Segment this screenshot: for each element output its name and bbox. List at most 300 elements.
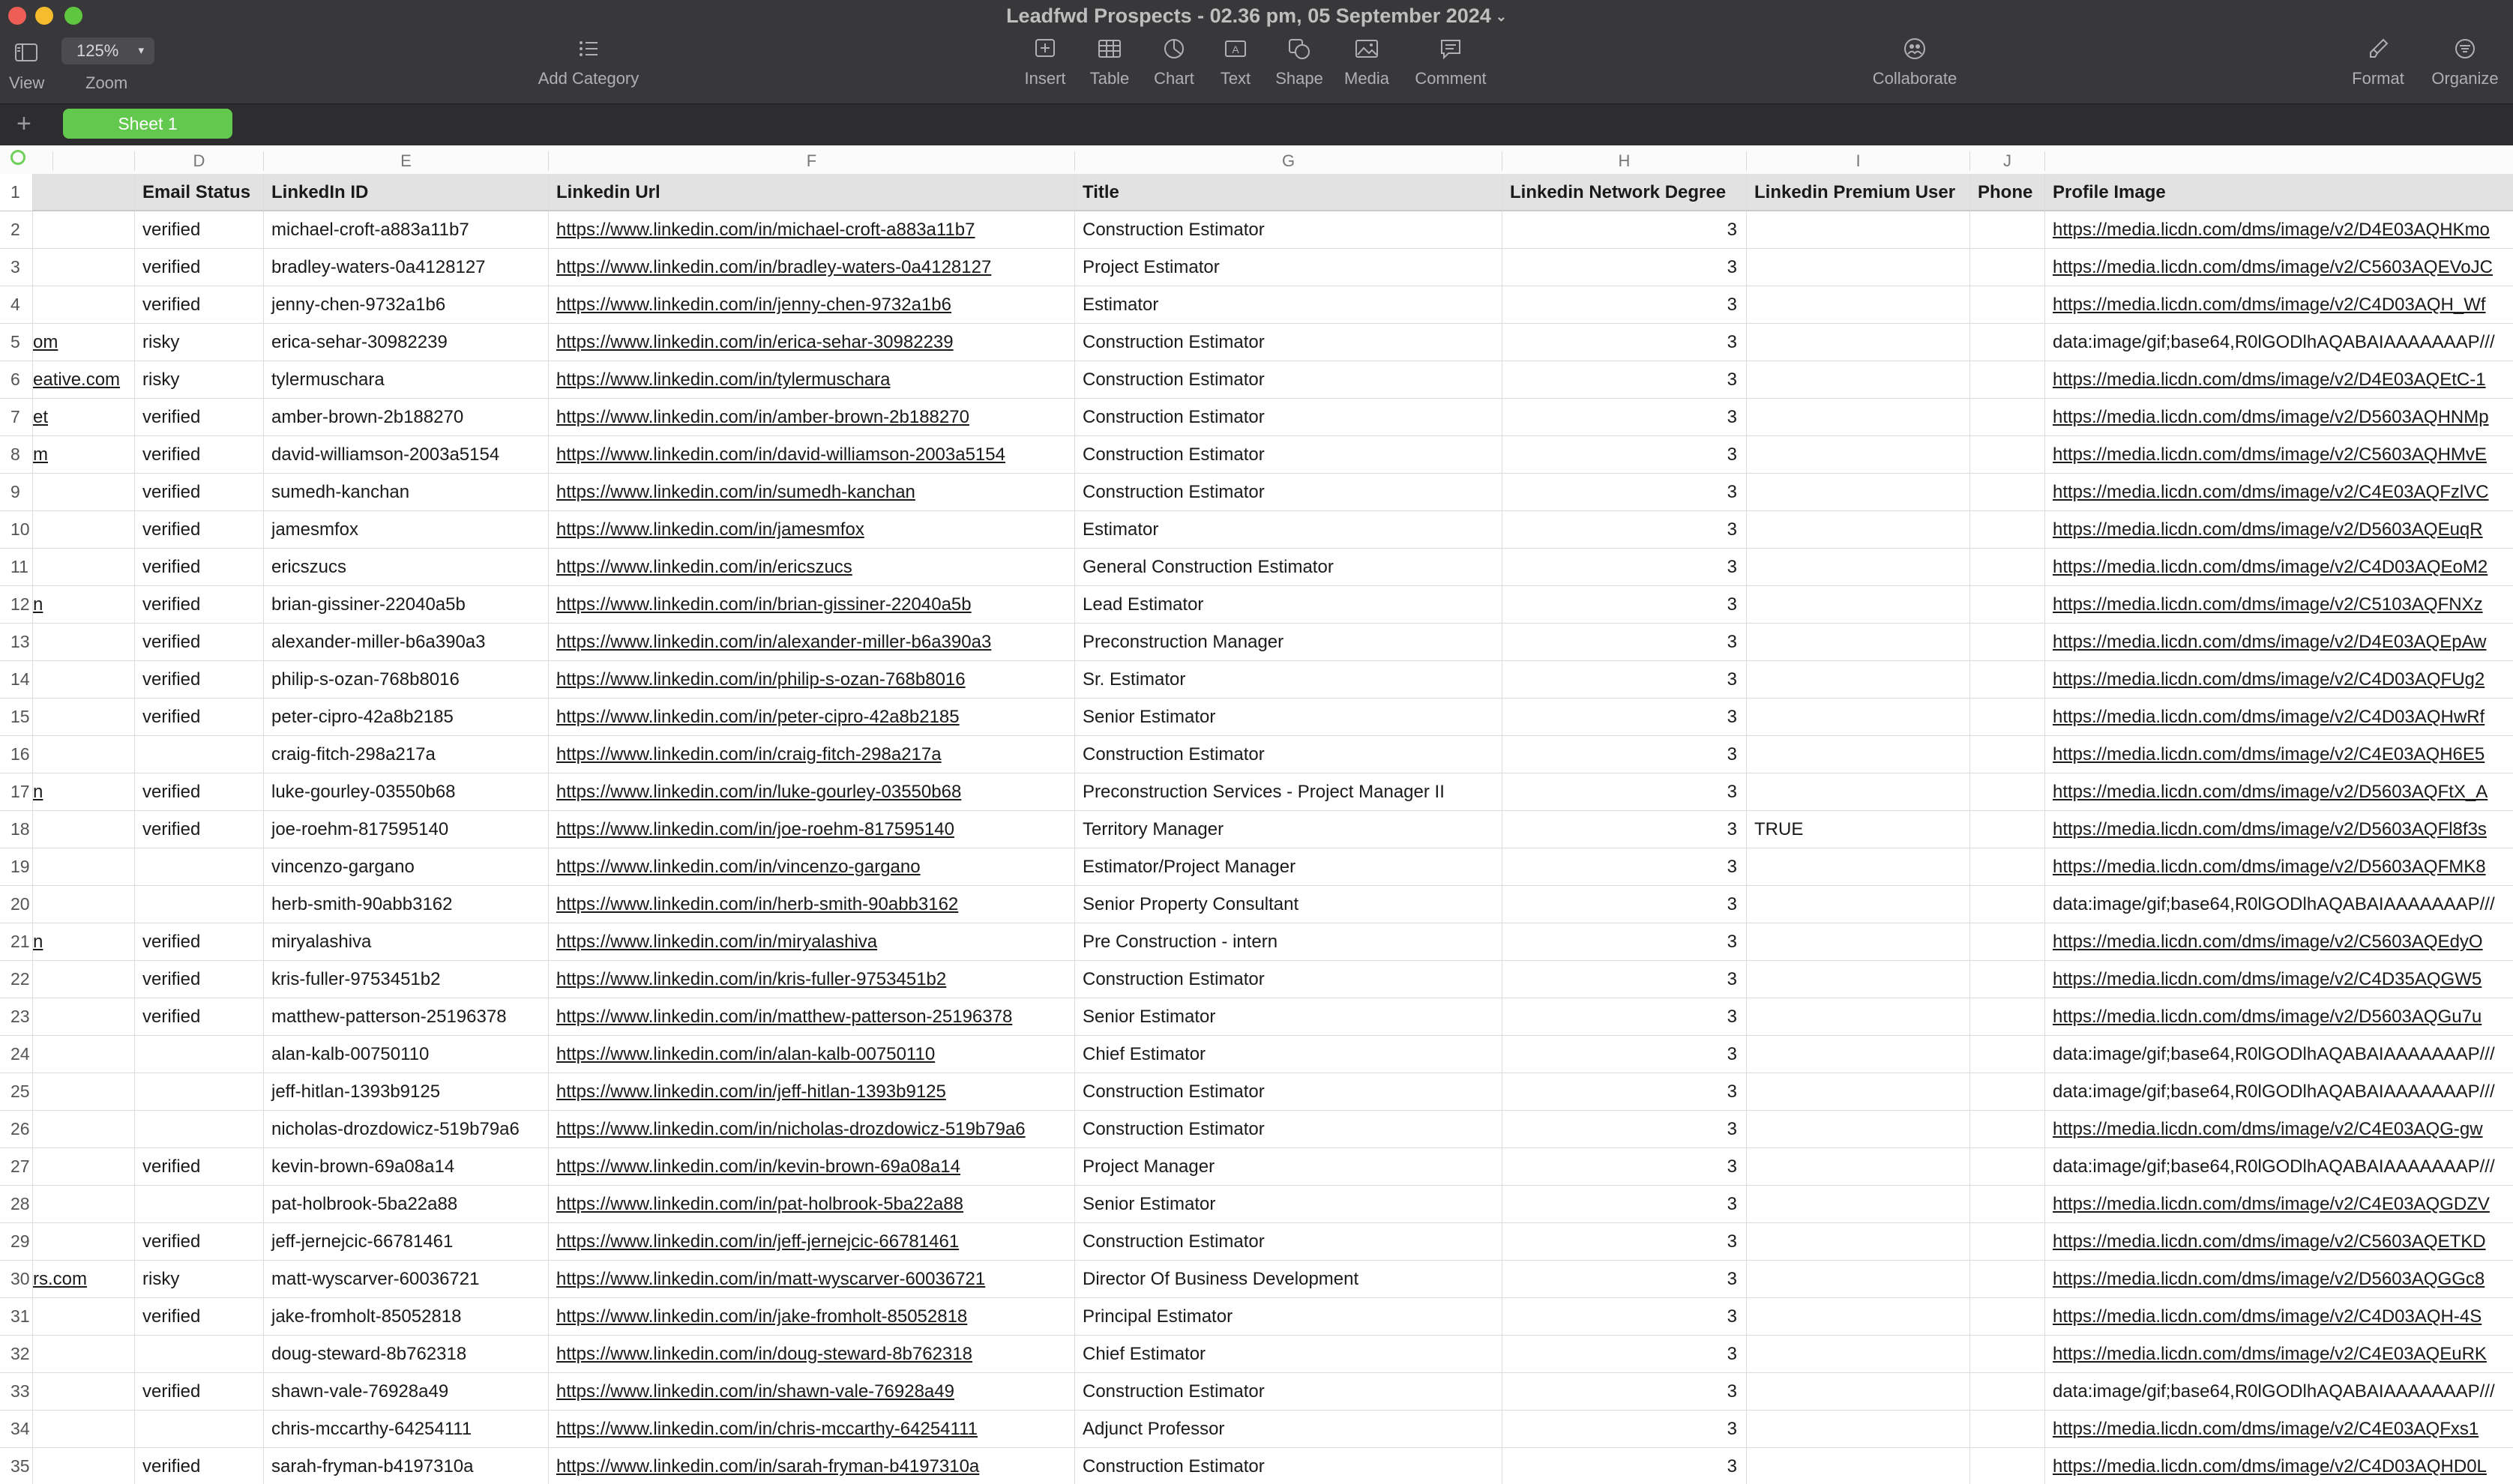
cell-email-status[interactable]: risky <box>135 1261 264 1297</box>
cell-email-fragment[interactable]: rs.com <box>33 1261 135 1297</box>
cell-email-status[interactable]: verified <box>135 923 264 960</box>
cell-title[interactable]: Lead Estimator <box>1075 586 1502 623</box>
cell-email-status[interactable]: verified <box>135 811 264 848</box>
cell-phone[interactable] <box>1970 923 2045 960</box>
cell-title[interactable]: General Construction Estimator <box>1075 549 1502 585</box>
cell-network-degree[interactable]: 3 <box>1502 736 1747 773</box>
cell-network-degree[interactable]: 3 <box>1502 1111 1747 1147</box>
cell-email-status[interactable]: verified <box>135 1448 264 1484</box>
cell-profile-image[interactable]: https://media.licdn.com/dms/image/v2/D5603AQGu7u <box>2053 1007 2482 1027</box>
cell-linkedin-id[interactable]: matt-wyscarver-60036721 <box>264 1261 549 1297</box>
cell-linkedin-url[interactable]: https://www.linkedin.com/in/matthew-patterson-25196378 <box>549 998 1075 1035</box>
cell-email-status[interactable]: verified <box>135 1223 264 1260</box>
format-button[interactable] <box>2347 37 2410 88</box>
cell-email-status[interactable]: verified <box>135 1298 264 1335</box>
cell-profile-image[interactable]: https://media.licdn.com/dms/image/v2/D5603AQFMK8 <box>2053 857 2486 877</box>
cell-email-status[interactable]: verified <box>135 624 264 660</box>
cell-email-status[interactable]: verified <box>135 998 264 1035</box>
cell-linkedin-id[interactable]: brian-gissiner-22040a5b <box>264 586 549 623</box>
cell-email-fragment[interactable] <box>33 1073 135 1110</box>
cell-profile-image[interactable]: https://media.licdn.com/dms/image/v2/D4E03AQEtC-1 <box>2053 370 2486 390</box>
cell-title[interactable]: Estimator <box>1075 286 1502 323</box>
cell-title[interactable]: Estimator <box>1075 511 1502 548</box>
cell-linkedin-url[interactable]: https://www.linkedin.com/in/philip-s-ozan-768b8016 <box>549 661 1075 698</box>
cell-profile-image[interactable]: https://media.licdn.com/dms/image/v2/C4E03AQH6E5 <box>2053 744 2485 764</box>
header-cell-linkedin-id[interactable]: LinkedIn ID <box>264 174 549 211</box>
cell-linkedin-id[interactable]: peter-cipro-42a8b2185 <box>264 699 549 735</box>
cell-title[interactable]: Construction Estimator <box>1075 1448 1502 1484</box>
cell-premium-user[interactable] <box>1747 736 1970 773</box>
row-number[interactable]: 35 <box>0 1448 33 1484</box>
cell-linkedin-url[interactable]: https://www.linkedin.com/in/sumedh-kanchan <box>549 474 1075 510</box>
cell-linkedin-id[interactable]: nicholas-drozdowicz-519b79a6 <box>264 1111 549 1147</box>
insert-button[interactable] <box>1018 37 1072 88</box>
cell-email-fragment[interactable] <box>33 624 135 660</box>
column-header-g[interactable]: G <box>1075 151 1502 171</box>
cell-profile-image[interactable]: https://media.licdn.com/dms/image/v2/C4D03AQH-4S <box>2053 1306 2482 1327</box>
row-number[interactable]: 3 <box>0 249 33 286</box>
cell-premium-user[interactable] <box>1747 848 1970 885</box>
cell-premium-user[interactable] <box>1747 324 1970 361</box>
cell-phone[interactable] <box>1970 399 2045 435</box>
cell-premium-user[interactable] <box>1747 1223 1970 1260</box>
cell-phone[interactable] <box>1970 436 2045 473</box>
cell-premium-user[interactable] <box>1747 361 1970 398</box>
row-number[interactable]: 24 <box>0 1036 33 1073</box>
cell-email-fragment[interactable] <box>33 286 135 323</box>
cell-profile-image[interactable]: https://media.licdn.com/dms/image/v2/C4D35AQGW5 <box>2053 969 2482 989</box>
cell-profile-image[interactable]: data:image/gif;base64,R0lGODlhAQABAIAAAAAAAP/// <box>2053 1044 2495 1064</box>
cell-linkedin-id[interactable]: bradley-waters-0a4128127 <box>264 249 549 286</box>
cell-email-fragment[interactable] <box>33 1336 135 1372</box>
cell-title[interactable]: Preconstruction Services - Project Manager II <box>1075 773 1502 810</box>
row-number[interactable]: 14 <box>0 661 33 698</box>
cell-linkedin-url[interactable]: https://www.linkedin.com/in/nicholas-drozdowicz-519b79a6 <box>549 1111 1075 1147</box>
cell-premium-user[interactable] <box>1747 699 1970 735</box>
cell-email-fragment[interactable] <box>33 848 135 885</box>
cell-email-fragment[interactable] <box>33 1298 135 1335</box>
row-number[interactable]: 10 <box>0 511 33 548</box>
cell-network-degree[interactable]: 3 <box>1502 1298 1747 1335</box>
cell-network-degree[interactable]: 3 <box>1502 773 1747 810</box>
cell-email-status[interactable]: verified <box>135 586 264 623</box>
cell-phone[interactable] <box>1970 736 2045 773</box>
cell-linkedin-url[interactable]: https://www.linkedin.com/in/brian-gissiner-22040a5b <box>549 586 1075 623</box>
cell-email-fragment[interactable] <box>33 736 135 773</box>
cell-phone[interactable] <box>1970 998 2045 1035</box>
cell-network-degree[interactable]: 3 <box>1502 249 1747 286</box>
cell-premium-user[interactable] <box>1747 1373 1970 1410</box>
cell-linkedin-id[interactable]: tylermuschara <box>264 361 549 398</box>
cell-email-status[interactable]: verified <box>135 399 264 435</box>
cell-linkedin-id[interactable]: craig-fitch-298a217a <box>264 736 549 773</box>
cell-premium-user[interactable] <box>1747 661 1970 698</box>
cell-phone[interactable] <box>1970 361 2045 398</box>
cell-profile-image[interactable]: https://media.licdn.com/dms/image/v2/C5603AQEVoJC <box>2053 257 2493 277</box>
cell-linkedin-url[interactable]: https://www.linkedin.com/in/jeff-jernejcic-66781461 <box>549 1223 1075 1260</box>
cell-email-fragment[interactable] <box>33 1223 135 1260</box>
cell-network-degree[interactable]: 3 <box>1502 661 1747 698</box>
row-number[interactable]: 31 <box>0 1298 33 1335</box>
cell-email-status[interactable] <box>135 886 264 923</box>
cell-premium-user[interactable] <box>1747 474 1970 510</box>
row-number[interactable]: 9 <box>0 474 33 510</box>
cell-email-fragment[interactable] <box>33 699 135 735</box>
cell-email-status[interactable]: verified <box>135 436 264 473</box>
cell-premium-user[interactable] <box>1747 1111 1970 1147</box>
cell-linkedin-url[interactable]: https://www.linkedin.com/in/miryalashiva <box>549 923 1075 960</box>
cell-title[interactable]: Construction Estimator <box>1075 961 1502 998</box>
column-header-d[interactable]: D <box>135 151 264 171</box>
cell-profile-image[interactable]: data:image/gif;base64,R0lGODlhAQABAIAAAAAAAP/// <box>2053 332 2495 352</box>
cell-linkedin-id[interactable]: alan-kalb-00750110 <box>264 1036 549 1073</box>
cell-linkedin-id[interactable]: jamesmfox <box>264 511 549 548</box>
column-header-c[interactable] <box>52 151 135 171</box>
cell-title[interactable]: Director Of Business Development <box>1075 1261 1502 1297</box>
row-number[interactable]: 18 <box>0 811 33 848</box>
cell-network-degree[interactable]: 3 <box>1502 1073 1747 1110</box>
cell-title[interactable]: Construction Estimator <box>1075 361 1502 398</box>
cell-email-fragment[interactable] <box>33 811 135 848</box>
cell-email-status[interactable]: verified <box>135 661 264 698</box>
cell-email-fragment[interactable] <box>33 1411 135 1447</box>
cell-phone[interactable] <box>1970 1336 2045 1372</box>
cell-network-degree[interactable]: 3 <box>1502 1261 1747 1297</box>
cell-linkedin-id[interactable]: pat-holbrook-5ba22a88 <box>264 1186 549 1222</box>
cell-profile-image[interactable]: https://media.licdn.com/dms/image/v2/C5603AQHMvE <box>2053 444 2487 465</box>
cell-title[interactable]: Construction Estimator <box>1075 1373 1502 1410</box>
cell-email-status[interactable]: verified <box>135 549 264 585</box>
cell-linkedin-id[interactable]: jake-fromholt-85052818 <box>264 1298 549 1335</box>
cell-email-fragment[interactable] <box>33 1448 135 1484</box>
cell-linkedin-id[interactable]: vincenzo-gargano <box>264 848 549 885</box>
cell-email-fragment[interactable] <box>33 1036 135 1073</box>
row-number[interactable]: 8 <box>0 436 33 473</box>
cell-email-status[interactable] <box>135 1411 264 1447</box>
cell-email-status[interactable] <box>135 1073 264 1110</box>
row-number[interactable]: 25 <box>0 1073 33 1110</box>
cell-phone[interactable] <box>1970 474 2045 510</box>
cell-linkedin-url[interactable]: https://www.linkedin.com/in/amber-brown-2b188270 <box>549 399 1075 435</box>
cell-email-status[interactable]: verified <box>135 1148 264 1185</box>
cell-profile-image[interactable]: https://media.licdn.com/dms/image/v2/D5603AQHNMp <box>2053 407 2489 427</box>
cell-linkedin-url[interactable]: https://www.linkedin.com/in/jamesmfox <box>549 511 1075 548</box>
cell-premium-user[interactable]: TRUE <box>1747 811 1970 848</box>
cell-profile-image[interactable]: data:image/gif;base64,R0lGODlhAQABAIAAAAAAAP/// <box>2053 894 2495 914</box>
zoom-select[interactable] <box>61 37 154 64</box>
row-number[interactable]: 20 <box>0 886 33 923</box>
cell-network-degree[interactable]: 3 <box>1502 586 1747 623</box>
cell-linkedin-id[interactable]: ericszucs <box>264 549 549 585</box>
cell-email-fragment[interactable] <box>33 961 135 998</box>
row-number[interactable]: 12 <box>0 586 33 623</box>
media-button[interactable] <box>1337 37 1396 88</box>
row-number[interactable]: 11 <box>0 549 33 585</box>
cell-phone[interactable] <box>1970 661 2045 698</box>
cell-title[interactable]: Chief Estimator <box>1075 1336 1502 1372</box>
cell-phone[interactable] <box>1970 549 2045 585</box>
column-header-f[interactable]: F <box>549 151 1075 171</box>
cell-linkedin-url[interactable]: https://www.linkedin.com/in/matt-wyscarver-60036721 <box>549 1261 1075 1297</box>
header-cell-profile-image[interactable]: Profile Image <box>2053 182 2166 202</box>
cell-title[interactable]: Territory Manager <box>1075 811 1502 848</box>
cell-linkedin-url[interactable]: https://www.linkedin.com/in/sarah-fryman-b4197310a <box>549 1448 1075 1484</box>
cell-premium-user[interactable] <box>1747 1148 1970 1185</box>
cell-linkedin-url[interactable]: https://www.linkedin.com/in/bradley-waters-0a4128127 <box>549 249 1075 286</box>
row-number[interactable]: 2 <box>0 211 33 248</box>
cell-premium-user[interactable] <box>1747 511 1970 548</box>
cell-profile-image[interactable]: https://media.licdn.com/dms/image/v2/D4E03AQEpAw <box>2053 632 2487 652</box>
cell-network-degree[interactable]: 3 <box>1502 324 1747 361</box>
cell-email-fragment[interactable]: m <box>33 436 135 473</box>
cell-premium-user[interactable] <box>1747 1073 1970 1110</box>
row-number[interactable]: 21 <box>0 923 33 960</box>
cell-premium-user[interactable] <box>1747 211 1970 248</box>
text-button[interactable] <box>1209 37 1262 88</box>
cell-phone[interactable] <box>1970 811 2045 848</box>
cell-network-degree[interactable]: 3 <box>1502 1036 1747 1073</box>
cell-email-status[interactable]: verified <box>135 961 264 998</box>
cell-profile-image[interactable]: https://media.licdn.com/dms/image/v2/C4E03AQEuRK <box>2053 1344 2487 1364</box>
header-cell-email-status[interactable]: Email Status <box>135 174 264 211</box>
cell-title[interactable]: Chief Estimator <box>1075 1036 1502 1073</box>
cell-linkedin-url[interactable]: https://www.linkedin.com/in/peter-cipro-42a8b2185 <box>549 699 1075 735</box>
add-sheet-button[interactable]: + <box>16 109 31 138</box>
row-number[interactable]: 16 <box>0 736 33 773</box>
cell-premium-user[interactable] <box>1747 399 1970 435</box>
cell-network-degree[interactable]: 3 <box>1502 848 1747 885</box>
cell-phone[interactable] <box>1970 1448 2045 1484</box>
cell-profile-image[interactable]: https://media.licdn.com/dms/image/v2/C4E03AQFzlVC <box>2053 482 2489 502</box>
cell-premium-user[interactable] <box>1747 549 1970 585</box>
cell-phone[interactable] <box>1970 286 2045 323</box>
cell-profile-image[interactable]: https://media.licdn.com/dms/image/v2/D5603AQEuqR <box>2053 519 2483 540</box>
cell-linkedin-id[interactable]: joe-roehm-817595140 <box>264 811 549 848</box>
cell-email-fragment[interactable] <box>33 1111 135 1147</box>
cell-profile-image[interactable]: https://media.licdn.com/dms/image/v2/C5603AQETKD <box>2053 1231 2486 1252</box>
cell-linkedin-url[interactable]: https://www.linkedin.com/in/vincenzo-gargano <box>549 848 1075 885</box>
cell-linkedin-id[interactable]: jeff-jernejcic-66781461 <box>264 1223 549 1260</box>
cell-email-fragment[interactable] <box>33 886 135 923</box>
cell-email-status[interactable]: verified <box>135 699 264 735</box>
cell-linkedin-url[interactable]: https://www.linkedin.com/in/tylermuschara <box>549 361 1075 398</box>
cell-premium-user[interactable] <box>1747 773 1970 810</box>
row-number[interactable]: 5 <box>0 324 33 361</box>
cell-linkedin-id[interactable]: luke-gourley-03550b68 <box>264 773 549 810</box>
cell-title[interactable]: Senior Estimator <box>1075 998 1502 1035</box>
cell-network-degree[interactable]: 3 <box>1502 1373 1747 1410</box>
cell-premium-user[interactable] <box>1747 1411 1970 1447</box>
cell-profile-image[interactable]: https://media.licdn.com/dms/image/v2/C5603AQEdyO <box>2053 932 2483 952</box>
cell-premium-user[interactable] <box>1747 998 1970 1035</box>
cell-linkedin-url[interactable]: https://www.linkedin.com/in/kevin-brown-69a08a14 <box>549 1148 1075 1185</box>
cell-title[interactable]: Construction Estimator <box>1075 324 1502 361</box>
cell-profile-image[interactable]: https://media.licdn.com/dms/image/v2/C4D03AQFUg2 <box>2053 669 2485 690</box>
header-cell-network-degree[interactable]: Linkedin Network Degree <box>1502 174 1747 211</box>
cell-phone[interactable] <box>1970 1148 2045 1185</box>
cell-phone[interactable] <box>1970 249 2045 286</box>
row-number[interactable]: 28 <box>0 1186 33 1222</box>
cell-phone[interactable] <box>1970 1373 2045 1410</box>
column-header-h[interactable]: H <box>1502 151 1747 171</box>
row-number[interactable]: 15 <box>0 699 33 735</box>
row-number[interactable]: 13 <box>0 624 33 660</box>
cell-email-status[interactable]: verified <box>135 249 264 286</box>
cell-profile-image[interactable]: data:image/gif;base64,R0lGODlhAQABAIAAAAAAAP/// <box>2053 1381 2495 1402</box>
cell-network-degree[interactable]: 3 <box>1502 961 1747 998</box>
cell-title[interactable]: Construction Estimator <box>1075 736 1502 773</box>
cell-linkedin-url[interactable]: https://www.linkedin.com/in/alexander-miller-b6a390a3 <box>549 624 1075 660</box>
header-cell-linkedin-url[interactable]: Linkedin Url <box>549 174 1075 211</box>
cell-title[interactable]: Construction Estimator <box>1075 474 1502 510</box>
cell-network-degree[interactable]: 3 <box>1502 211 1747 248</box>
cell-premium-user[interactable] <box>1747 586 1970 623</box>
row-number[interactable]: 33 <box>0 1373 33 1410</box>
cell-network-degree[interactable]: 3 <box>1502 511 1747 548</box>
cell-email-status[interactable] <box>135 848 264 885</box>
cell-linkedin-url[interactable]: https://www.linkedin.com/in/kris-fuller-9753451b2 <box>549 961 1075 998</box>
cell-linkedin-id[interactable]: sumedh-kanchan <box>264 474 549 510</box>
cell-email-fragment[interactable] <box>33 474 135 510</box>
cell-email-fragment[interactable] <box>33 998 135 1035</box>
cell-linkedin-id[interactable]: kevin-brown-69a08a14 <box>264 1148 549 1185</box>
cell-profile-image[interactable]: https://media.licdn.com/dms/image/v2/C4D03AQH_Wf <box>2053 295 2486 315</box>
cell-title[interactable]: Adjunct Professor <box>1075 1411 1502 1447</box>
column-header-e[interactable]: E <box>264 151 549 171</box>
cell-linkedin-id[interactable]: jenny-chen-9732a1b6 <box>264 286 549 323</box>
row-number[interactable]: 7 <box>0 399 33 435</box>
cell-profile-image[interactable]: https://media.licdn.com/dms/image/v2/D5603AQFtX_A <box>2053 782 2488 802</box>
column-header-k[interactable] <box>2045 151 2513 171</box>
chart-button[interactable] <box>1147 37 1201 88</box>
table-button[interactable] <box>1083 37 1137 88</box>
cell-title[interactable]: Preconstruction Manager <box>1075 624 1502 660</box>
cell-email-fragment[interactable] <box>33 1186 135 1222</box>
cell-premium-user[interactable] <box>1747 1261 1970 1297</box>
cell-premium-user[interactable] <box>1747 624 1970 660</box>
cell-email-status[interactable]: verified <box>135 211 264 248</box>
cell-title[interactable]: Senior Estimator <box>1075 1186 1502 1222</box>
cell-profile-image[interactable]: data:image/gif;base64,R0lGODlhAQABAIAAAAAAAP/// <box>2053 1156 2495 1177</box>
cell-linkedin-id[interactable]: david-williamson-2003a5154 <box>264 436 549 473</box>
shape-button[interactable] <box>1270 37 1328 88</box>
row-number[interactable]: 22 <box>0 961 33 998</box>
cell-phone[interactable] <box>1970 1411 2045 1447</box>
cell-phone[interactable] <box>1970 1073 2045 1110</box>
cell-network-degree[interactable]: 3 <box>1502 1186 1747 1222</box>
row-number[interactable]: 6 <box>0 361 33 398</box>
cell-email-fragment[interactable]: n <box>33 923 135 960</box>
cell-title[interactable]: Construction Estimator <box>1075 211 1502 248</box>
cell-linkedin-url[interactable]: https://www.linkedin.com/in/luke-gourley-03550b68 <box>549 773 1075 810</box>
cell-profile-image[interactable]: data:image/gif;base64,R0lGODlhAQABAIAAAAAAAP/// <box>2053 1082 2495 1102</box>
cell-email-status[interactable] <box>135 1336 264 1372</box>
cell-linkedin-url[interactable]: https://www.linkedin.com/in/craig-fitch-298a217a <box>549 736 1075 773</box>
cell-premium-user[interactable] <box>1747 1336 1970 1372</box>
collaborate-button[interactable] <box>1864 37 1966 88</box>
cell-linkedin-url[interactable]: https://www.linkedin.com/in/jeff-hitlan-1393b9125 <box>549 1073 1075 1110</box>
cell-network-degree[interactable]: 3 <box>1502 474 1747 510</box>
cell-network-degree[interactable]: 3 <box>1502 811 1747 848</box>
organize-button[interactable] <box>2426 37 2504 88</box>
cell-profile-image[interactable]: https://media.licdn.com/dms/image/v2/C4E03AQG-gw <box>2053 1119 2483 1139</box>
cell-phone[interactable] <box>1970 1111 2045 1147</box>
cell-linkedin-id[interactable]: chris-mccarthy-64254111 <box>264 1411 549 1447</box>
cell-phone[interactable] <box>1970 699 2045 735</box>
cell-premium-user[interactable] <box>1747 1298 1970 1335</box>
cell-email-status[interactable]: verified <box>135 474 264 510</box>
header-cell-c[interactable] <box>33 174 135 211</box>
cell-profile-image[interactable]: https://media.licdn.com/dms/image/v2/C4E03AQGDZV <box>2053 1194 2490 1214</box>
cell-email-fragment[interactable] <box>33 1148 135 1185</box>
cell-profile-image[interactable]: https://media.licdn.com/dms/image/v2/D5603AQGGc8 <box>2053 1269 2485 1289</box>
cell-phone[interactable] <box>1970 886 2045 923</box>
cell-linkedin-url[interactable]: https://www.linkedin.com/in/herb-smith-90abb3162 <box>549 886 1075 923</box>
cell-network-degree[interactable]: 3 <box>1502 549 1747 585</box>
cell-email-fragment[interactable] <box>33 211 135 248</box>
cell-title[interactable]: Pre Construction - intern <box>1075 923 1502 960</box>
row-number[interactable]: 19 <box>0 848 33 885</box>
cell-email-status[interactable]: verified <box>135 773 264 810</box>
cell-linkedin-url[interactable]: https://www.linkedin.com/in/david-williamson-2003a5154 <box>549 436 1075 473</box>
row-number[interactable]: 23 <box>0 998 33 1035</box>
column-header-j[interactable]: J <box>1970 151 2045 171</box>
cell-network-degree[interactable]: 3 <box>1502 436 1747 473</box>
cell-phone[interactable] <box>1970 324 2045 361</box>
cell-linkedin-id[interactable]: matthew-patterson-25196378 <box>264 998 549 1035</box>
cell-linkedin-id[interactable]: alexander-miller-b6a390a3 <box>264 624 549 660</box>
cell-title[interactable]: Estimator/Project Manager <box>1075 848 1502 885</box>
cell-network-degree[interactable]: 3 <box>1502 699 1747 735</box>
cell-title[interactable]: Construction Estimator <box>1075 436 1502 473</box>
cell-linkedin-id[interactable]: michael-croft-a883a11b7 <box>264 211 549 248</box>
cell-linkedin-url[interactable]: https://www.linkedin.com/in/michael-croft-a883a11b7 <box>549 211 1075 248</box>
cell-email-status[interactable] <box>135 1111 264 1147</box>
cell-linkedin-url[interactable]: https://www.linkedin.com/in/jake-fromholt-85052818 <box>549 1298 1075 1335</box>
cell-phone[interactable] <box>1970 961 2045 998</box>
cell-premium-user[interactable] <box>1747 286 1970 323</box>
cell-premium-user[interactable] <box>1747 1448 1970 1484</box>
cell-network-degree[interactable]: 3 <box>1502 399 1747 435</box>
select-all-icon[interactable] <box>10 150 25 165</box>
cell-linkedin-url[interactable]: https://www.linkedin.com/in/ericszucs <box>549 549 1075 585</box>
cell-phone[interactable] <box>1970 1223 2045 1260</box>
cell-email-fragment[interactable] <box>33 1373 135 1410</box>
cell-linkedin-id[interactable]: jeff-hitlan-1393b9125 <box>264 1073 549 1110</box>
row-number[interactable]: 1 <box>0 174 33 211</box>
cell-network-degree[interactable]: 3 <box>1502 923 1747 960</box>
cell-email-status[interactable]: risky <box>135 324 264 361</box>
cell-title[interactable]: Construction Estimator <box>1075 1223 1502 1260</box>
cell-email-fragment[interactable]: n <box>33 773 135 810</box>
cell-phone[interactable] <box>1970 511 2045 548</box>
cell-linkedin-id[interactable]: amber-brown-2b188270 <box>264 399 549 435</box>
cell-linkedin-id[interactable]: sarah-fryman-b4197310a <box>264 1448 549 1484</box>
cell-premium-user[interactable] <box>1747 886 1970 923</box>
row-number[interactable]: 17 <box>0 773 33 810</box>
cell-email-fragment[interactable]: om <box>33 324 135 361</box>
cell-linkedin-url[interactable]: https://www.linkedin.com/in/alan-kalb-00750110 <box>549 1036 1075 1073</box>
cell-linkedin-id[interactable]: kris-fuller-9753451b2 <box>264 961 549 998</box>
cell-email-status[interactable]: verified <box>135 286 264 323</box>
cell-phone[interactable] <box>1970 624 2045 660</box>
cell-title[interactable]: Project Estimator <box>1075 249 1502 286</box>
cell-email-status[interactable] <box>135 1186 264 1222</box>
cell-profile-image[interactable]: https://media.licdn.com/dms/image/v2/D5603AQFl8f3s <box>2053 819 2487 839</box>
cell-premium-user[interactable] <box>1747 961 1970 998</box>
cell-premium-user[interactable] <box>1747 436 1970 473</box>
cell-email-status[interactable]: risky <box>135 361 264 398</box>
